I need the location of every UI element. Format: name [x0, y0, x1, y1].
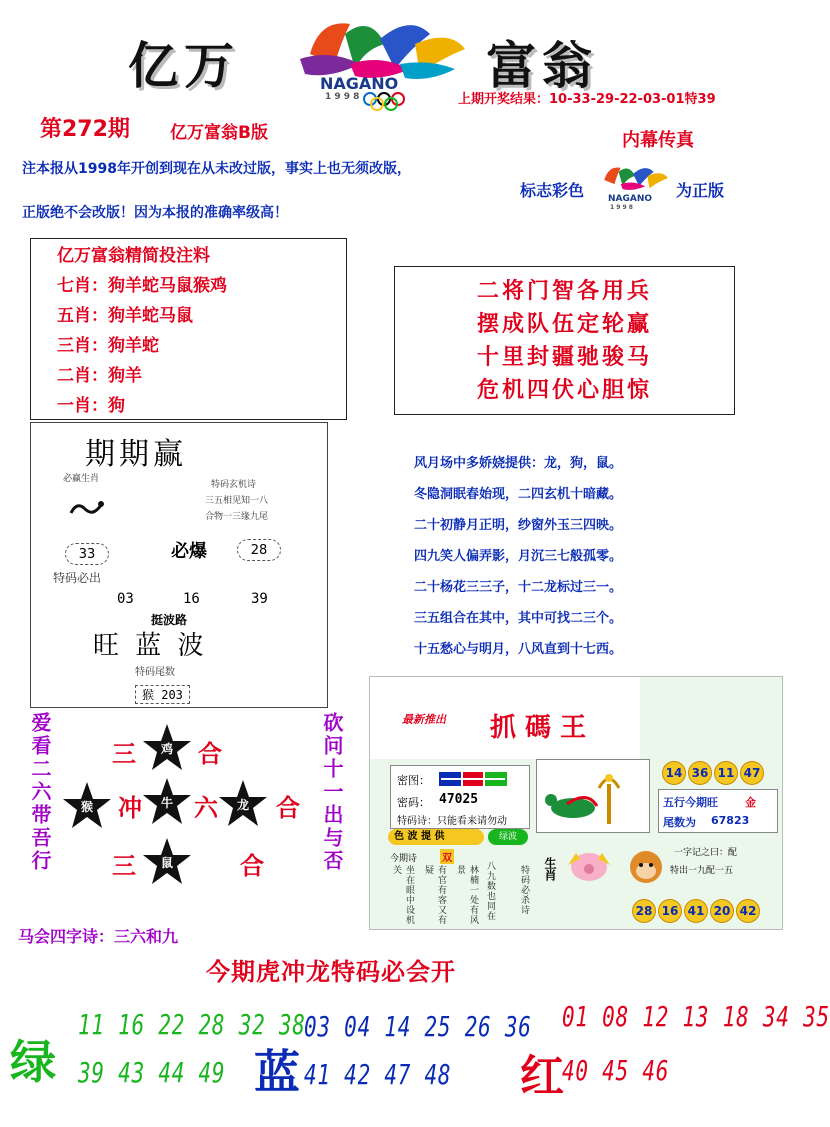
red-row-1: 01 08 12 13 18 34 35	[562, 1000, 830, 1033]
combo-star	[142, 776, 192, 826]
combo-row2-c2: 六	[194, 794, 218, 822]
combo-star-label: 鼠	[160, 856, 173, 870]
pick-row: 二肖：狗羊	[57, 366, 142, 386]
zhuama-special-note-label: 特码诗：	[397, 816, 437, 827]
fax-logo-text: NAGANO	[608, 194, 653, 204]
qiqi-bao-label: 必爆	[171, 541, 207, 562]
fax-logo	[596, 158, 670, 222]
fax-logo-year: 1 9 9 8	[610, 204, 633, 211]
zhuama-title: 抓 碼 王	[490, 713, 587, 743]
combo-star-label: 猴	[80, 800, 93, 814]
picks-title: 亿万富翁精简投注料	[57, 246, 210, 266]
qiqi-row-num: 39	[251, 591, 268, 607]
masthead-title-right: 富翁	[486, 36, 598, 95]
pig-icon	[566, 845, 612, 885]
blue-poem-line: 二十初静月正明，纱窗外玉三四映。	[414, 518, 623, 533]
zhuama-tag: 供	[434, 831, 445, 842]
zhuama-code-value-label: 密码：	[397, 796, 430, 809]
qiqi-tail-value: 猴 203	[135, 685, 190, 704]
blue-poem-line: 冬隐洞眠春始现，二四玄机十暗藏。	[414, 487, 623, 502]
zhuama-five-panel	[658, 789, 778, 833]
blue-poem	[414, 448, 714, 665]
qiqi-verse-2: 合物一三缘九尾	[205, 512, 269, 522]
combo-row1-left: 三	[112, 740, 136, 768]
zhuama-new-label: 最新推出	[402, 713, 446, 726]
red-label: 红	[520, 1051, 564, 1102]
combo-row2-c1: 冲	[118, 794, 142, 822]
zhuama-tag: 提	[420, 831, 431, 842]
zhuama-poem-col: 八九数也同在	[485, 861, 495, 921]
zhuama-ball-bottom: 20	[710, 899, 734, 923]
monkey-icon	[626, 847, 666, 887]
red-row-2: 40 45 46	[562, 1054, 670, 1087]
blue-poem-line: 三五组合在其中，其中可找二三个。	[414, 611, 623, 626]
qiqi-zodiac-label: 必赢生肖	[63, 474, 100, 484]
combo-star-label: 龙	[236, 798, 249, 812]
green-row-2: 39 43 44 49	[78, 1056, 226, 1089]
zhuama-ball-top: 14	[662, 761, 686, 785]
zhuama-five-label: 五行今期旺	[663, 796, 718, 809]
qiqi-num-left: 33	[65, 543, 109, 565]
zhuama-poem-col: 林楠一处有风景	[455, 865, 478, 925]
fax-title: 内幕传真	[622, 130, 694, 151]
qiqi-num-right: 28	[237, 539, 281, 561]
zhuama-tail-label: 尾数为	[663, 816, 696, 829]
pick-row: 七肖：狗羊蛇马鼠猴鸡	[57, 276, 227, 296]
qiqi-wave-text: 旺 蓝 波	[93, 631, 208, 661]
combo-footer: 马会四字诗：三六和九	[18, 927, 179, 946]
zhuama-tag: 色	[394, 831, 404, 842]
qiqi-wave-label: 挺波路	[151, 613, 188, 627]
zhuama-ball-top: 47	[740, 761, 764, 785]
picks-box	[30, 238, 347, 420]
zhuama-code-panel	[390, 765, 530, 829]
qiqi-special-label: 特码玄机诗	[211, 480, 257, 490]
green-label: 绿	[10, 1035, 56, 1089]
zhuama-ball-top: 11	[714, 761, 738, 785]
zhuama-tail-value: 67823	[711, 814, 750, 827]
zhuama-tags	[388, 829, 484, 845]
qiqi-title: 期期赢	[85, 437, 187, 472]
zhuama-poem-col: 坐在眼中设机关	[391, 865, 414, 925]
qiqi-special-must: 特码必出	[53, 571, 102, 585]
combo-left-vertical: 爱看二六带吾行	[28, 712, 52, 873]
red-poem-line: 摆成队伍定轮赢	[476, 312, 652, 337]
qiqi-row-num: 16	[183, 591, 200, 607]
zhuama-poem-col: 有官有客又有疑	[423, 865, 446, 925]
blue-poem-line: 十五愁心与明月，八风直到十七西。	[414, 642, 623, 657]
blue-poem-line: 二十杨花三三子，十二龙标过三一。	[414, 580, 623, 595]
combo-star-label: 牛	[160, 796, 173, 810]
issue-edition: 亿万富翁B版	[170, 123, 268, 143]
notice-line-1: 注本报从1998年开创到现在从未改过版，事实上也无须改版，	[22, 161, 411, 177]
blue-label: 蓝	[254, 1045, 300, 1099]
zhuama-ball-top: 36	[688, 761, 712, 785]
zhuama-riddle-text: 特出一九配一五	[670, 866, 734, 876]
snake-icon	[67, 495, 107, 521]
zhuama-code-value: 47025	[439, 792, 479, 807]
pick-row: 三肖：狗羊蛇	[57, 336, 159, 356]
combo-right-vertical: 砍问十一出与否	[320, 712, 344, 873]
zhuama-ball-bottom: 42	[736, 899, 760, 923]
combo-star	[142, 722, 192, 772]
red-poem-line: 二将门智各用兵	[476, 279, 652, 304]
combo-star-label: 鸡	[160, 742, 173, 756]
zhuama-poem-label: 今期诗	[390, 854, 418, 864]
combo-row2-c3: 合	[276, 794, 300, 822]
pick-row: 一肖：狗	[57, 396, 125, 416]
zhuama-riddle-label: 一字记之曰：配	[674, 848, 738, 858]
zhuama-shengxiao: 生肖	[543, 857, 557, 881]
issue-number: 第272期	[40, 117, 130, 142]
green-row-1: 11 16 22 28 32 38	[78, 1008, 306, 1041]
last-result: 上期开奖结果：10-33-29-22-03-01特39	[458, 92, 716, 107]
blue-poem-line: 风月场中多娇娆提供：龙，狗，鼠。	[414, 456, 623, 471]
code-pattern-icon	[435, 768, 515, 790]
fax-right-text: 为正版	[676, 181, 725, 200]
logo-nagano-text: NAGANO	[320, 74, 399, 93]
combo-row3-left: 三	[112, 852, 136, 880]
zhuama-poem-mark: 双	[440, 849, 454, 864]
combo-star	[218, 778, 268, 828]
blue-row-2: 41 42 47 48	[304, 1058, 452, 1091]
zhuama-bird-panel	[536, 759, 650, 833]
qiqi-row-num: 03	[117, 591, 134, 607]
zhuama-tag-green: 绿波	[488, 829, 528, 845]
olympic-rings-icon	[360, 92, 430, 110]
logo-year-text: 1 9 9 8	[325, 92, 360, 102]
red-poem-line: 危机四伏心胆惊	[476, 378, 652, 403]
combo-row3-right: 合	[240, 852, 264, 880]
blue-poem-line: 四九笑人偏弄影，月沉三七般孤零。	[414, 549, 623, 564]
fax-left-text: 标志彩色	[520, 181, 585, 200]
combo-star	[62, 780, 112, 830]
blue-row-1: 03 04 14 25 26 36	[304, 1010, 532, 1043]
zhuama-box	[369, 676, 783, 930]
nagano-logo	[290, 14, 470, 110]
pick-row: 五肖：狗羊蛇马鼠	[57, 306, 193, 326]
qiqi-box	[30, 422, 328, 708]
zhuama-five-value: 金	[745, 796, 756, 809]
zhuama-tag: 波	[407, 831, 418, 842]
combo-row1-right: 合	[198, 740, 222, 768]
red-poem-line: 十里封疆驰骏马	[476, 345, 652, 370]
zhuama-code-label: 密图：	[397, 774, 430, 787]
masthead-title-left: 亿万	[128, 36, 240, 95]
notice-line-2: 正版绝不会改版！因为本报的准确率级高！	[22, 205, 288, 221]
qiqi-tail-label: 特码尾数	[135, 667, 175, 678]
zhuama-ball-bottom: 41	[684, 899, 708, 923]
zhuama-ball-bottom: 28	[632, 899, 656, 923]
slogan: 今期虎冲龙特码必会开	[206, 958, 456, 986]
red-poem-box	[394, 266, 735, 415]
nagano-flower-icon	[596, 158, 670, 198]
qiqi-verse-1: 三五相见知一八	[205, 496, 269, 506]
zhuama-ball-bottom: 16	[658, 899, 682, 923]
bird-icon	[537, 760, 651, 834]
zhuama-poem-col: 特码必杀诗	[519, 865, 529, 915]
combo-star	[142, 836, 192, 886]
zhuama-special-note: 只能看来请勿动	[437, 816, 507, 827]
